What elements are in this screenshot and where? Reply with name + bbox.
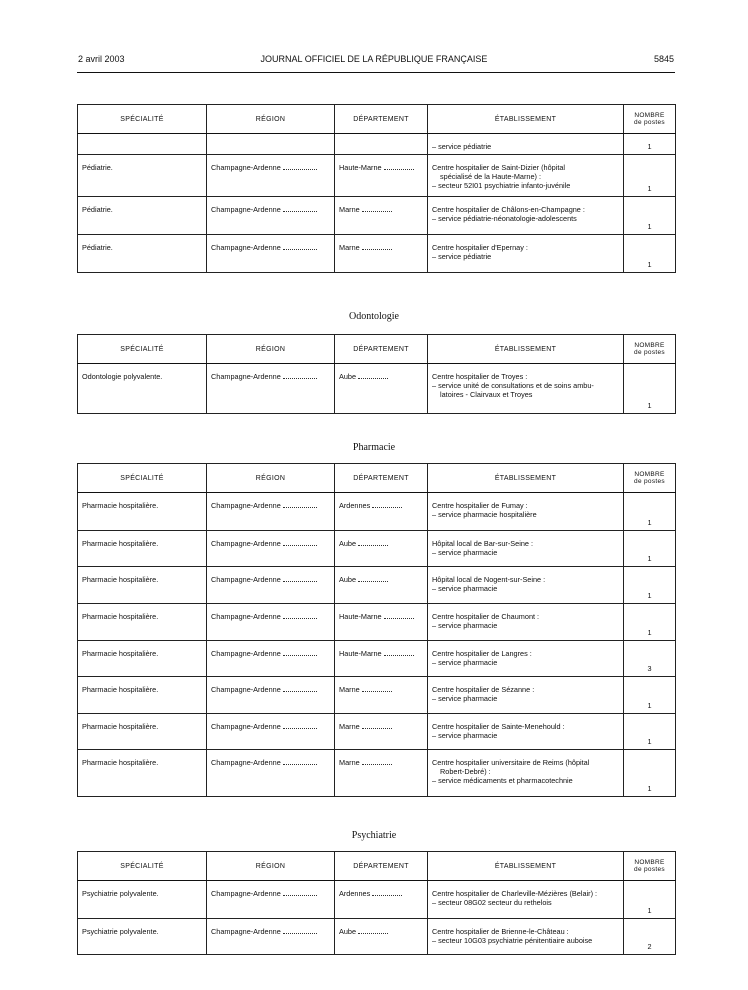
dot-leader [358, 539, 388, 546]
etablissement-line: Centre hospitalier de Sézanne : [432, 685, 535, 694]
cell-nombre: 1 [624, 235, 676, 273]
etablissement-line: – service pharmacie [432, 658, 498, 667]
cell-departement-text: Marne [339, 205, 360, 214]
dot-leader [384, 163, 414, 170]
cell-region-text: Champagne-Ardenne [211, 539, 281, 548]
cell-region-text: Champagne-Ardenne [211, 722, 281, 731]
cell-specialite [78, 750, 207, 797]
cell-departement [335, 750, 428, 797]
col-header-etablissement: ÉTABLISSEMENT [428, 105, 624, 134]
cell-specialite-text: Pharmacie hospitalière. [82, 575, 159, 584]
cell-specialite [78, 235, 207, 273]
cell-departement-text: Marne [339, 243, 360, 252]
col-header-nombre-line1: NOMBRE [634, 859, 665, 866]
cell-specialite [78, 197, 207, 235]
col-header-departement: DÉPARTEMENT [335, 852, 428, 881]
table-row [78, 134, 676, 155]
table-row [78, 567, 676, 604]
cell-specialite-text: Odontologie polyvalente. [82, 372, 163, 381]
cell-region-text: Champagne-Ardenne [211, 205, 281, 214]
cell-specialite-text: Pharmacie hospitalière. [82, 685, 159, 694]
cell-region-text: Champagne-Ardenne [211, 685, 281, 694]
cell-region-text: Champagne-Ardenne [211, 501, 281, 510]
table-header [78, 105, 676, 134]
cell-departement [335, 155, 428, 197]
cell-nombre: 1 [624, 134, 676, 155]
col-header-region: RÉGION [207, 852, 335, 881]
cell-etablissement [428, 881, 624, 919]
table-row [78, 919, 676, 955]
etablissement-line: – secteur 10G03 psychiatrie pénitentiaire auboise [432, 936, 593, 945]
cell-etablissement [428, 531, 624, 567]
cell-departement-text: Ardennes [339, 889, 371, 898]
cell-region [207, 567, 335, 604]
cell-specialite [78, 881, 207, 919]
cell-nombre: 3 [624, 641, 676, 677]
table-row [78, 197, 676, 235]
cell-nombre: 1 [624, 197, 676, 235]
etablissement-line: Centre hospitalier de Brienne-le-Château : [432, 927, 569, 936]
col-header-region: RÉGION [207, 105, 335, 134]
cell-departement-text: Aube [339, 575, 357, 584]
dot-leader [283, 612, 317, 619]
etablissement-line: – service pharmacie [432, 731, 498, 740]
page-number: 5845 [653, 54, 674, 64]
col-header-etablissement: ÉTABLISSEMENT [428, 335, 624, 364]
dot-leader [358, 372, 388, 379]
etablissement-line: Centre hospitalier universitaire de Reims (hôpital [432, 758, 590, 767]
cell-departement-text: Ardennes [339, 501, 371, 510]
table-row [78, 493, 676, 531]
col-header-nombre-line1: NOMBRE [634, 471, 665, 478]
cell-nombre: 1 [624, 567, 676, 604]
etablissement-line: – secteur 52I01 psychiatrie infanto-juvénile [432, 181, 571, 190]
cell-departement [335, 641, 428, 677]
cell-etablissement [428, 155, 624, 197]
table-row [78, 677, 676, 714]
cell-region [207, 134, 335, 155]
cell-etablissement [428, 493, 624, 531]
col-header-nombre-line2: de postes [634, 478, 665, 485]
cell-specialite-text: Pédiatrie. [82, 163, 113, 172]
table-row [78, 531, 676, 567]
cell-etablissement [428, 604, 624, 641]
cell-region [207, 677, 335, 714]
dot-leader [283, 575, 317, 582]
cell-region-text: Champagne-Ardenne [211, 649, 281, 658]
etablissement-line: latoires - Clairvaux et Troyes [440, 390, 533, 399]
etablissement-line: Centre hospitalier d'Epernay : [432, 243, 528, 252]
cell-specialite [78, 364, 207, 414]
cell-region-text: Champagne-Ardenne [211, 575, 281, 584]
cell-specialite [78, 567, 207, 604]
table-header [78, 335, 676, 364]
col-header-nombre-line2: de postes [634, 349, 665, 356]
cell-departement-text: Marne [339, 685, 360, 694]
dot-leader [362, 243, 392, 250]
table-row [78, 714, 676, 750]
etablissement-line: Centre hospitalier de Chaumont : [432, 612, 540, 621]
col-header-departement: DÉPARTEMENT [335, 464, 428, 493]
cell-specialite [78, 641, 207, 677]
cell-departement [335, 714, 428, 750]
dot-leader [358, 927, 388, 934]
col-header-nombre [624, 335, 676, 364]
cell-region [207, 919, 335, 955]
cell-specialite-text: Psychiatrie polyvalente. [82, 889, 159, 898]
cell-specialite-text: Pédiatrie. [82, 243, 113, 252]
col-header-specialite: SPÉCIALITÉ [78, 105, 207, 134]
col-header-nombre [624, 105, 676, 134]
etablissement-line: Centre hospitalier de Charleville-Mézières (Belair) : [432, 889, 598, 898]
col-header-region: RÉGION [207, 464, 335, 493]
etablissement-line: – service pharmacie [432, 584, 498, 593]
dot-leader [283, 889, 317, 896]
col-header-nombre [624, 852, 676, 881]
etablissement-line: – service médicaments et pharmacotechnie [432, 776, 573, 785]
cell-etablissement [428, 919, 624, 955]
cell-departement [335, 677, 428, 714]
table-psychiatrie [77, 851, 676, 955]
cell-region [207, 197, 335, 235]
cell-nombre: 1 [624, 714, 676, 750]
table-pediatrie [77, 104, 676, 273]
etablissement-line: Centre hospitalier de Langres : [432, 649, 532, 658]
cell-etablissement [428, 197, 624, 235]
cell-etablissement [428, 235, 624, 273]
etablissement-line: – service pharmacie [432, 621, 498, 630]
cell-nombre: 1 [624, 677, 676, 714]
cell-departement-text: Haute-Marne [339, 649, 382, 658]
dot-leader [283, 163, 317, 170]
cell-specialite [78, 677, 207, 714]
cell-nombre: 1 [624, 750, 676, 797]
cell-nombre: 1 [624, 493, 676, 531]
cell-nombre: 1 [624, 604, 676, 641]
table-row [78, 604, 676, 641]
col-header-region: RÉGION [207, 335, 335, 364]
dot-leader [283, 722, 317, 729]
cell-region [207, 155, 335, 197]
cell-specialite [78, 493, 207, 531]
col-header-nombre-line2: de postes [634, 866, 665, 873]
cell-departement [335, 197, 428, 235]
table-row [78, 881, 676, 919]
section-title-psychiatrie: Psychiatrie [351, 830, 397, 841]
cell-specialite-text: Pharmacie hospitalière. [82, 649, 159, 658]
cell-departement [335, 364, 428, 414]
cell-region [207, 531, 335, 567]
table-odontologie [77, 334, 676, 414]
cell-specialite-text: Pharmacie hospitalière. [82, 612, 159, 621]
cell-departement [335, 919, 428, 955]
cell-specialite-text: Pharmacie hospitalière. [82, 758, 159, 767]
cell-specialite-text: Pharmacie hospitalière. [82, 501, 159, 510]
col-header-specialite: SPÉCIALITÉ [78, 464, 207, 493]
dot-leader [384, 612, 414, 619]
cell-departement [335, 604, 428, 641]
col-header-specialite: SPÉCIALITÉ [78, 335, 207, 364]
col-header-nombre-line1: NOMBRE [634, 342, 665, 349]
etablissement-line: spécialisé de la Haute-Marne) : [440, 172, 541, 181]
cell-region-text: Champagne-Ardenne [211, 927, 281, 936]
section-title-pharmacie: Pharmacie [352, 442, 396, 453]
etablissement-line: Hôpital local de Nogent-sur-Seine : [432, 575, 546, 584]
dot-leader [283, 927, 317, 934]
cell-departement [335, 134, 428, 155]
col-header-departement: DÉPARTEMENT [335, 335, 428, 364]
cell-etablissement [428, 714, 624, 750]
etablissement-line: Centre hospitalier de Troyes : [432, 372, 528, 381]
etablissement-line: Hôpital local de Bar-sur-Seine : [432, 539, 533, 548]
etablissement-line: Robert-Debré) : [440, 767, 491, 776]
dot-leader [362, 722, 392, 729]
dot-leader [372, 501, 402, 508]
cell-region-text: Champagne-Ardenne [211, 372, 281, 381]
etablissement-line: – service pédiatrie [432, 252, 492, 261]
cell-departement-text: Marne [339, 758, 360, 767]
cell-specialite [78, 134, 207, 155]
cell-specialite-text: Pharmacie hospitalière. [82, 722, 159, 731]
cell-departement [335, 493, 428, 531]
cell-nombre: 1 [624, 881, 676, 919]
col-header-nombre-line2: de postes [634, 119, 665, 126]
cell-specialite [78, 604, 207, 641]
etablissement-line: Centre hospitalier de Sainte-Menehould : [432, 722, 565, 731]
table-row [78, 235, 676, 273]
dot-leader [283, 649, 317, 656]
cell-region [207, 641, 335, 677]
table-row [78, 155, 676, 197]
col-header-specialite: SPÉCIALITÉ [78, 852, 207, 881]
col-header-nombre-line1: NOMBRE [634, 112, 665, 119]
dot-leader [362, 205, 392, 212]
cell-region-text: Champagne-Ardenne [211, 243, 281, 252]
dot-leader [283, 243, 317, 250]
cell-departement-text: Aube [339, 927, 357, 936]
cell-departement-text: Aube [339, 539, 357, 548]
cell-specialite-text: Pharmacie hospitalière. [82, 539, 159, 548]
table-header [78, 852, 676, 881]
cell-departement-text: Haute-Marne [339, 163, 382, 172]
col-header-departement: DÉPARTEMENT [335, 105, 428, 134]
dot-leader [283, 539, 317, 546]
cell-specialite [78, 714, 207, 750]
cell-region [207, 714, 335, 750]
cell-departement-text: Haute-Marne [339, 612, 382, 621]
cell-region [207, 750, 335, 797]
table-header [78, 464, 676, 493]
table-row [78, 364, 676, 414]
cell-nombre: 1 [624, 364, 676, 414]
dot-leader [372, 889, 402, 896]
dot-leader [362, 685, 392, 692]
cell-etablissement [428, 567, 624, 604]
etablissement-line: – service pédiatrie-néonatologie-adolescents [432, 214, 577, 223]
cell-departement [335, 531, 428, 567]
cell-region-text: Champagne-Ardenne [211, 889, 281, 898]
etablissement-line: Centre hospitalier de Châlons-en-Champagne : [432, 205, 585, 214]
cell-specialite [78, 919, 207, 955]
cell-region-text: Champagne-Ardenne [211, 612, 281, 621]
col-header-etablissement: ÉTABLISSEMENT [428, 852, 624, 881]
cell-nombre: 1 [624, 531, 676, 567]
cell-specialite-text: Pédiatrie. [82, 205, 113, 214]
table-pharmacie [77, 463, 676, 797]
cell-etablissement [428, 641, 624, 677]
cell-region [207, 364, 335, 414]
header-rule [77, 72, 675, 73]
cell-etablissement [428, 134, 624, 155]
cell-etablissement [428, 750, 624, 797]
cell-departement [335, 881, 428, 919]
dot-leader [283, 758, 317, 765]
cell-nombre: 2 [624, 919, 676, 955]
table-row [78, 641, 676, 677]
cell-departement-text: Marne [339, 722, 360, 731]
etablissement-line: – service pharmacie [432, 694, 498, 703]
dot-leader [283, 685, 317, 692]
journal-title: JOURNAL OFFICIEL DE LA RÉPUBLIQUE FRANÇAISE [260, 54, 488, 64]
dot-leader [384, 649, 414, 656]
cell-region [207, 604, 335, 641]
etablissement-line: – secteur 08G02 secteur du rethelois [432, 898, 552, 907]
cell-specialite-text: Psychiatrie polyvalente. [82, 927, 159, 936]
etablissement-line: Centre hospitalier de Fumay : [432, 501, 528, 510]
dot-leader [283, 372, 317, 379]
cell-specialite [78, 531, 207, 567]
etablissement-line: – service pharmacie hospitalière [432, 510, 537, 519]
etablissement-line: – service pharmacie [432, 548, 498, 557]
dot-leader [358, 575, 388, 582]
dot-leader [283, 205, 317, 212]
etablissement-line: – service pédiatrie [432, 142, 492, 151]
etablissement-line: – service unité de consultations et de soins ambu- [432, 381, 594, 390]
cell-departement [335, 567, 428, 604]
cell-region [207, 493, 335, 531]
cell-region-text: Champagne-Ardenne [211, 758, 281, 767]
cell-region [207, 881, 335, 919]
cell-nombre: 1 [624, 155, 676, 197]
cell-specialite [78, 155, 207, 197]
dot-leader [362, 758, 392, 765]
col-header-nombre [624, 464, 676, 493]
cell-departement [335, 235, 428, 273]
cell-region [207, 235, 335, 273]
cell-etablissement [428, 677, 624, 714]
page-date: 2 avril 2003 [78, 54, 125, 64]
dot-leader [283, 501, 317, 508]
cell-region-text: Champagne-Ardenne [211, 163, 281, 172]
section-title-odontologie: Odontologie [349, 311, 399, 322]
table-row [78, 750, 676, 797]
cell-etablissement [428, 364, 624, 414]
cell-departement-text: Aube [339, 372, 357, 381]
etablissement-line: Centre hospitalier de Saint-Dizier (hôpital [432, 163, 566, 172]
col-header-etablissement: ÉTABLISSEMENT [428, 464, 624, 493]
